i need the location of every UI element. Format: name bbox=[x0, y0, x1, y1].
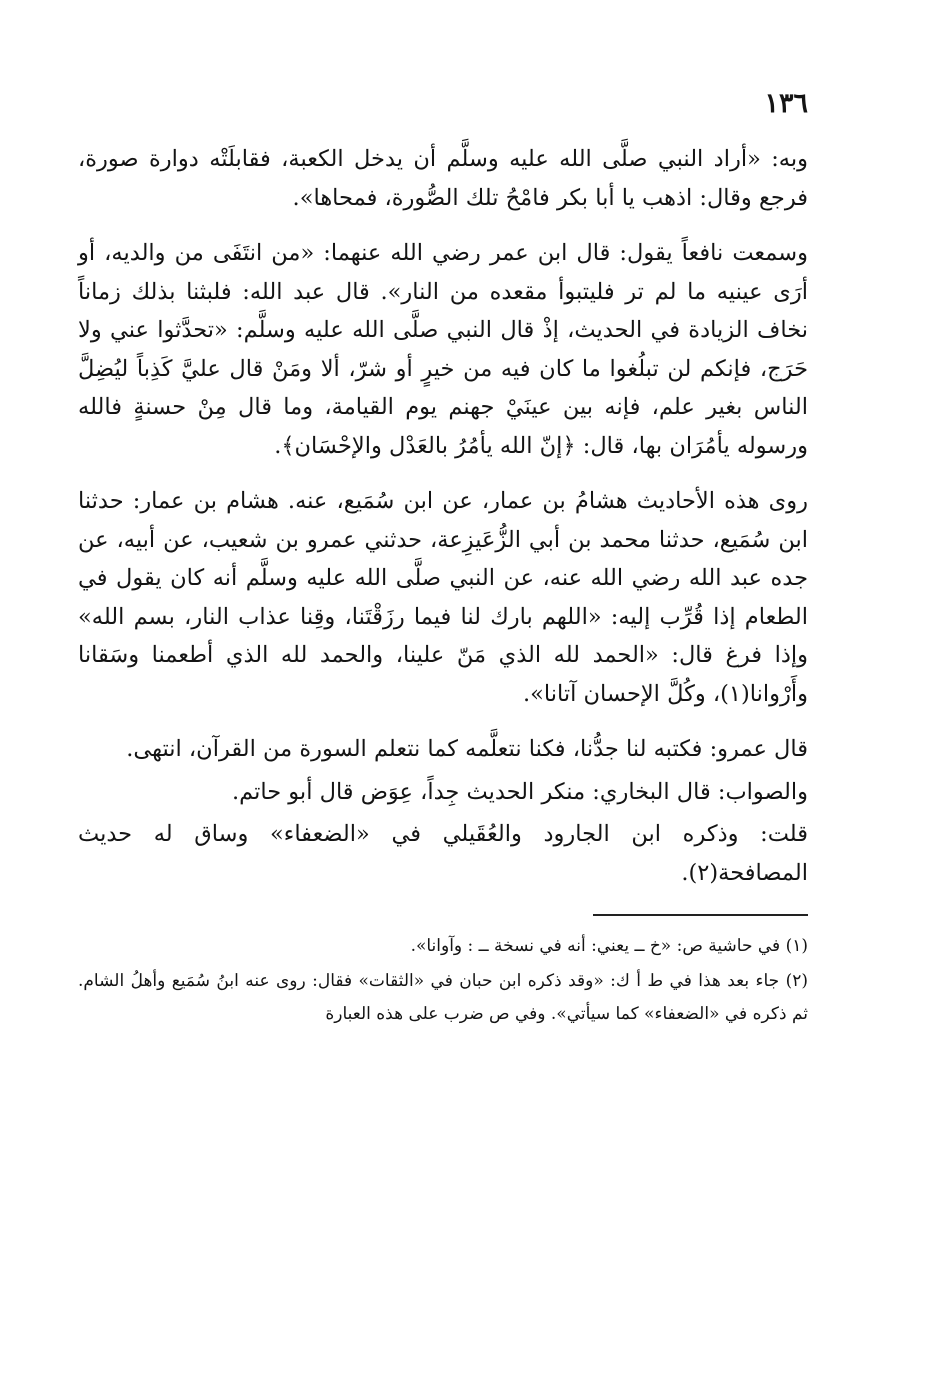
footnote-divider bbox=[593, 914, 808, 916]
paragraph-amr-statement: قال عمرو: فكتبه لنا جدُّنا، فكنا نتعلَّمه كما نتعلم السورة من القرآن، انتهى. bbox=[126, 736, 808, 762]
document-page bbox=[78, 80, 808, 1033]
paragraph-kaaba-image: وبه: «أراد النبي صلَّى الله عليه وسلَّم أن يدخل الكعبة، فقابلَتْه دوارة صورة، فرجع وقال: اذهب يا أبا بكر فامْحُ تلك الصُّورة، فمحاها». bbox=[78, 146, 808, 211]
page-number: ١٣٦ bbox=[764, 88, 808, 119]
paragraph-hisham-narration: روى هذه الأحاديث هشامُ بن عمار، عن ابن سُمَيع، عنه. هشام بن عمار: حدثنا ابن سُمَيع، حدثنا محمد بن أبي الزُّعَيزِعة، حدثني عمرو بن شعيب، عن أبيه، عن جده عبد الله رضي الله عنه، عن النبي صلَّى الله عليه وسلَّم أنه كان يقول في الطعام إذا قُرِّب إليه: «اللهم بارك لنا فيما رزَقْتَنا، وقِنا عذاب النار، بسم الله» وإذا فرغ قال: «الحمد لله الذي مَنّ علينا، والحمد لله الذي أطعمنا وسَقانا وأَرْوانا(١)، وكُلَّ الإحسان آتانا». bbox=[78, 488, 808, 707]
footnote-2: (٢) جاء بعد هذا في ط أ ك: «وقد ذكره ابن حبان في «الثقات» فقال: روى عنه ابنُ سُمَيع وأهلُ الشام. ثم ذكره في «الضعفاء» كما سيأتي». وفي ص ضرب على هذه العبارة bbox=[78, 971, 808, 1024]
paragraph-ibn-umar-hadith: وسمعت نافعاً يقول: قال ابن عمر رضي الله عنهما: «من انتَفَى من والديه، أو أرَى عينيه ما لم تر فليتبوأ مقعده من النار». قال عبد الله: فلبثنا بذلك زماناً نخاف الزيادة في الحديث، إذْ قال النبي صلَّى الله عليه وسلَّم: «تحدَّثوا عني ولا حَرَج، فإنكم لن تبلُغوا ما كان فيه من خيرٍ أو شرّ، ألا ومَنْ قال عليَّ كَذِباً ليُضِلَّ الناس بغير علم، فإنه بين عينَيْ جهنم يوم القيامة، وما قال مِنْ حسنةٍ فالله ورسوله يأمُرَان بها، قال: ﴿إنّ الله يأمُرُ بالعَدْل والإحْسَان﴾. bbox=[78, 240, 808, 459]
paragraph-author-note: قلت: وذكره ابن الجارود والعُقَيلي في «الضعفاء» وساق له حديث المصافحة(٢). bbox=[78, 821, 808, 886]
footnote-1: (١) في حاشية ص: «خ ــ يعني: أنه في نسخة ــ : وآوانا». bbox=[410, 936, 808, 956]
paragraph-correction: والصواب: قال البخاري: منكر الحديث جِداً، عِوَض قال أبو حاتم. bbox=[232, 778, 808, 805]
